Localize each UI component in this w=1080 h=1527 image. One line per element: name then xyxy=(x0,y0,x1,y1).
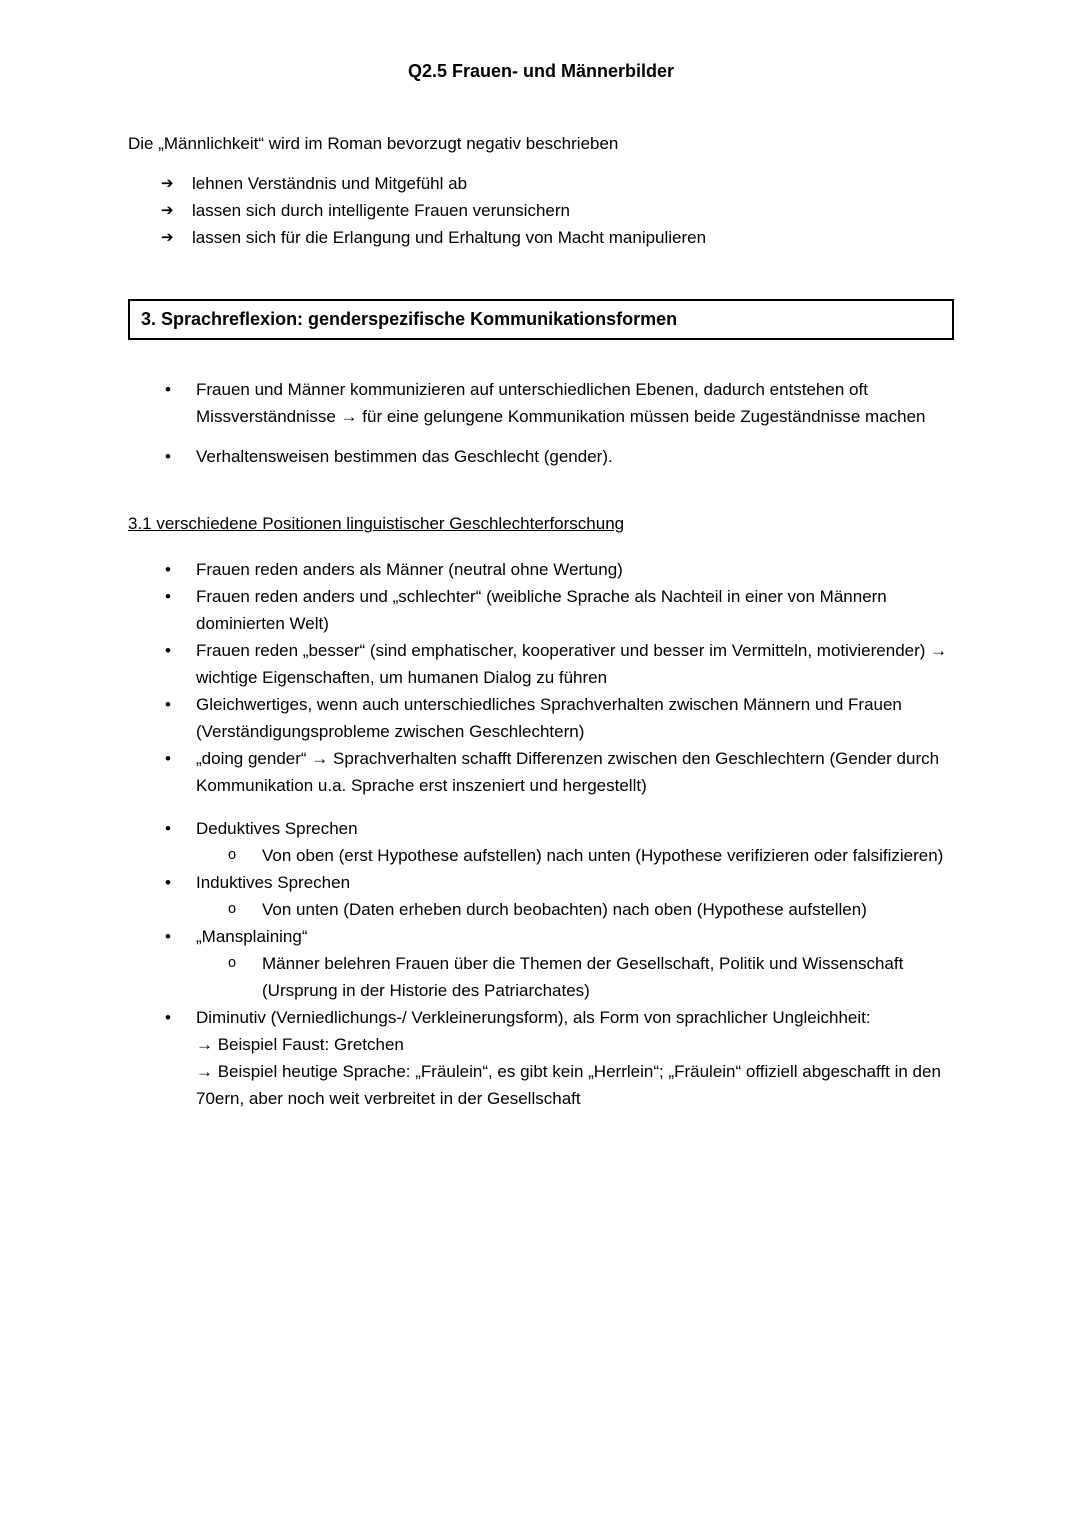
sub-bullet-list-item xyxy=(228,842,954,869)
bullet-icon: • xyxy=(165,560,171,579)
arrow-list-item xyxy=(161,197,954,224)
bullet-list-item xyxy=(165,923,954,950)
bullet-icon: • xyxy=(165,819,171,838)
bullet-list-item xyxy=(165,869,954,896)
section-3-heading-box xyxy=(128,299,954,340)
diminutiv-example-faust: → Beispiel Faust: Gretchen xyxy=(196,1035,404,1054)
bullet-item-text: Frauen reden anders als Männer (neutral ohne Wertung) xyxy=(196,560,623,579)
bullet-item-text: „doing gender“ → Sprachverhalten schafft Differenzen zwischen den Geschlechtern (Gender durch Kommunikation u.a. Sprache erst inszeniert und hergestellt) xyxy=(196,749,940,795)
sub-bullet-item-text: Von oben (erst Hypothese aufstellen) nach unten (Hypothese verifizieren oder falsifizieren) xyxy=(262,846,944,865)
diminutiv-block xyxy=(196,1004,954,1112)
bullet-list-item xyxy=(165,583,954,637)
sub-bullet-item-text: Männer belehren Frauen über die Themen der Gesellschaft, Politik und Wissenschaft (Ursprung in der Historie des Patriarchates) xyxy=(262,954,904,1000)
section-3-bullet-list xyxy=(128,376,954,470)
bullet-list-item-diminutiv xyxy=(165,1004,954,1112)
term-group-deduktives-sprechen xyxy=(165,815,954,869)
bullet-item-text: Frauen reden „besser“ (sind emphatischer, kooperativer und besser im Vermitteln, motivierender) → wichtige Eigenschaften, um humanen Dialog zu führen xyxy=(196,641,948,687)
bullet-icon: • xyxy=(165,447,171,466)
bullet-icon: • xyxy=(165,927,171,946)
bullet-item-text: Gleichwertiges, wenn auch unterschiedliches Sprachverhalten zwischen Männern und Frauen (Verständigungsprobleme zwischen Geschlechtern) xyxy=(196,695,902,741)
section-3-1-bullet-list xyxy=(128,556,954,1112)
bullet-icon: • xyxy=(165,873,171,892)
intro-arrow-list xyxy=(128,170,954,251)
bullet-list-item xyxy=(165,691,954,745)
arrow-right-icon: ➔ xyxy=(161,229,174,246)
sub-bullet-item-text: Von unten (Daten erheben durch beobachten) nach oben (Hypothese aufstellen) xyxy=(262,900,867,919)
arrow-item-text: lassen sich durch intelligente Frauen verunsichern xyxy=(192,201,570,220)
circle-bullet-icon: o xyxy=(228,901,237,917)
bullet-list-item xyxy=(165,815,954,842)
bullet-icon: • xyxy=(165,587,171,606)
arrow-list-item xyxy=(161,170,954,197)
term-group-induktives-sprechen xyxy=(165,869,954,923)
arrow-item-text: lassen sich für die Erlangung und Erhaltung von Macht manipulieren xyxy=(192,228,707,247)
bullet-list-item xyxy=(165,556,954,583)
bullet-icon: • xyxy=(165,695,171,714)
diminutiv-example-fraeulein: → Beispiel heutige Sprache: „Fräulein“, es gibt kein „Herrlein“; „Fräulein“ offiziell abgeschafft in den 70ern, aber noch weit verbreitet in der Gesellschaft xyxy=(196,1062,941,1108)
diminutiv-text: Diminutiv (Verniedlichungs-/ Verkleinerungsform), als Form von sprachlicher Ungleichheit: xyxy=(196,1008,871,1027)
intro-paragraph: Die „Männlichkeit“ wird im Roman bevorzugt negativ beschrieben xyxy=(128,134,619,153)
arrow-list-item xyxy=(161,224,954,251)
term-group-mansplaining xyxy=(165,923,954,1004)
circle-bullet-icon: o xyxy=(228,955,237,971)
arrow-right-icon: ➔ xyxy=(161,202,174,219)
term-label: Induktives Sprechen xyxy=(196,873,351,892)
sub-bullet-list xyxy=(165,842,954,869)
arrow-right-icon: ➔ xyxy=(161,175,174,192)
bullet-item-text: Frauen und Männer kommunizieren auf unterschiedlichen Ebenen, dadurch entstehen oft Missverständnisse → für eine gelungene Kommunikation müssen beide Zugeständnisse machen xyxy=(196,380,926,426)
sub-bullet-list-item xyxy=(228,950,954,1004)
page-title: Q2.5 Frauen- und Männerbilder xyxy=(407,61,675,81)
bullet-icon: • xyxy=(165,641,171,660)
bullet-list-item xyxy=(165,637,954,691)
bullet-icon: • xyxy=(165,749,171,768)
bullet-icon: • xyxy=(165,1008,171,1027)
arrow-item-text: lehnen Verständnis und Mitgefühl ab xyxy=(192,174,468,193)
section-3-heading: 3. Sprachreflexion: genderspezifische Kommunikationsformen xyxy=(141,309,678,329)
term-label: Deduktives Sprechen xyxy=(196,819,358,838)
sub-bullet-list-item xyxy=(228,896,954,923)
section-3-1-heading: 3.1 verschiedene Positionen linguistischer Geschlechterforschung xyxy=(128,514,625,533)
bullet-icon: • xyxy=(165,380,171,399)
sub-bullet-list xyxy=(165,896,954,923)
bullet-item-text: Frauen reden anders und „schlechter“ (weibliche Sprache als Nachteil in einer von Männern dominierten Welt) xyxy=(196,587,887,633)
bullet-item-text: Verhaltensweisen bestimmen das Geschlecht (gender). xyxy=(196,447,613,466)
term-label: „Mansplaining“ xyxy=(196,927,308,946)
sub-bullet-list xyxy=(165,950,954,1004)
bullet-list-item xyxy=(165,376,954,430)
bullet-list-item xyxy=(165,443,954,470)
circle-bullet-icon: o xyxy=(228,847,237,863)
bullet-list-item xyxy=(165,745,954,799)
